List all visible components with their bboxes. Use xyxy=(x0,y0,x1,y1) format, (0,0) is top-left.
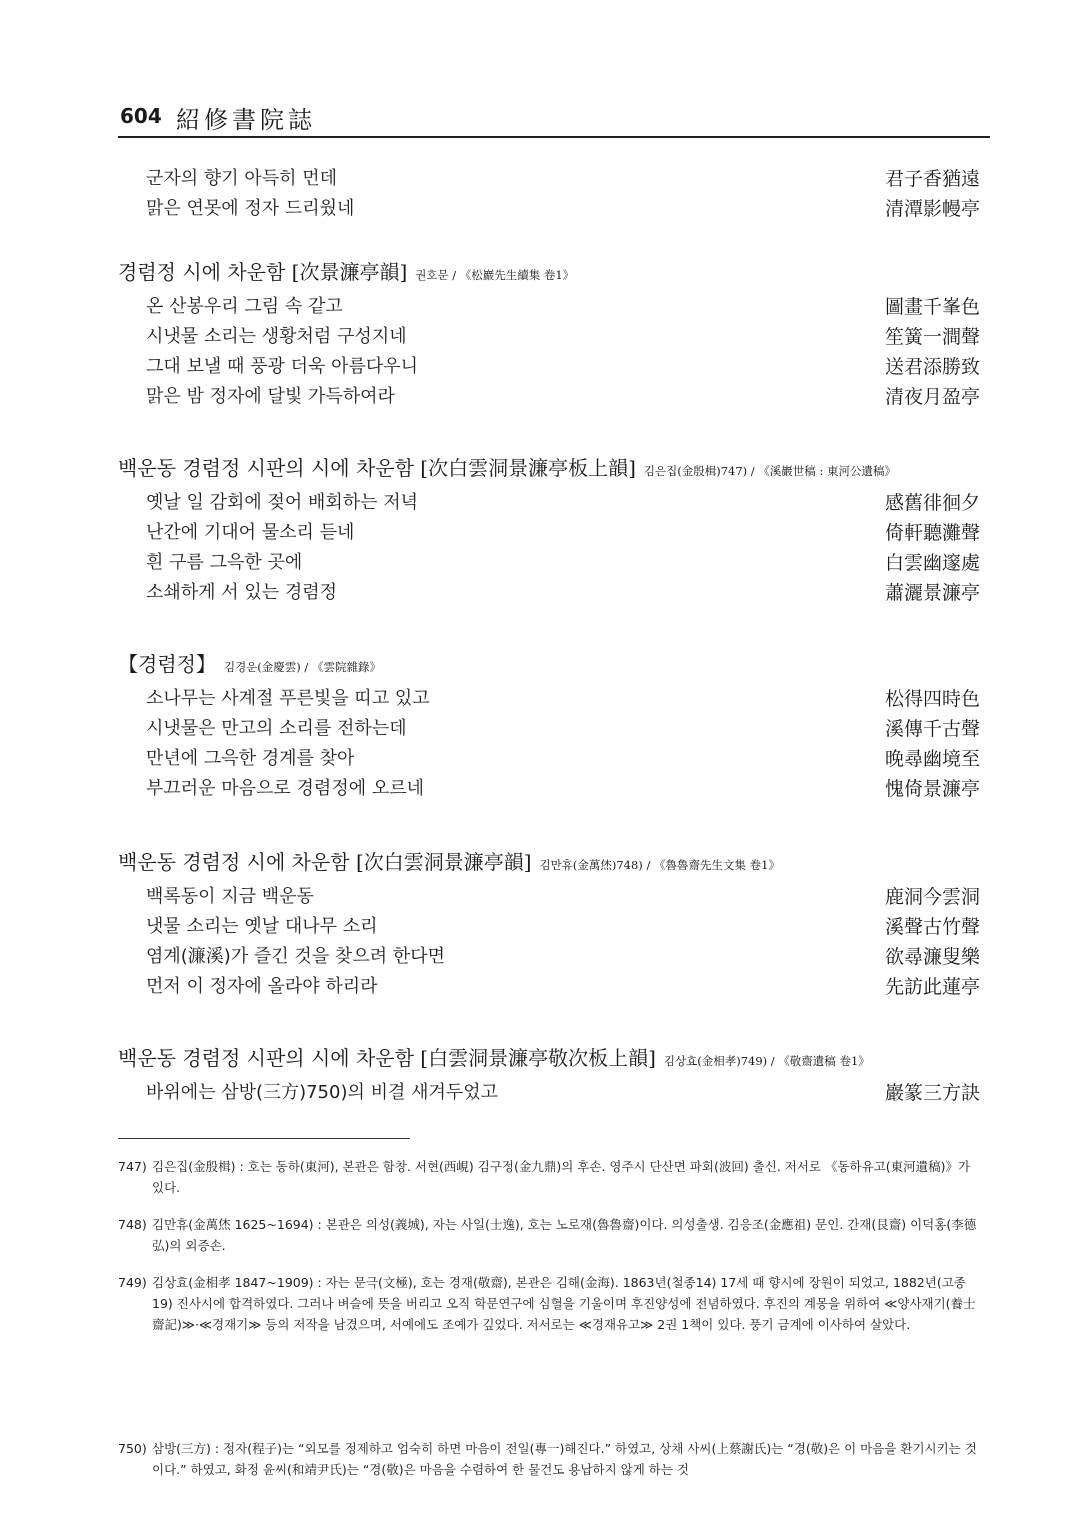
poem-block xyxy=(118,846,980,1000)
hanja-line: 感舊徘徊夕 xyxy=(884,492,980,514)
hanja-line: 送君添勝致 xyxy=(884,356,980,378)
footnote-text: 김은집(金殷楫) : 호는 동하(東河), 본관은 함창. 서현(西峴) 김구정(金九鼎)의 후손. 영주시 단산면 파회(波回) 출신. 저서로 《동하유고(東河遺稿)》가 있다. xyxy=(152,1159,971,1195)
hanja-line: 鹿洞今雲洞 xyxy=(884,886,980,908)
hanja-line: 欲尋濂叟樂 xyxy=(884,946,980,968)
poem-line xyxy=(118,940,980,970)
poem-line xyxy=(118,546,980,576)
poem-line xyxy=(118,910,980,940)
poem-block xyxy=(118,452,980,606)
poem-author-source: 김경운(金慶雲) / 《雲院雜錄》 xyxy=(223,660,381,674)
korean-line: 바위에는 삼방(三方)750)의 비결 새겨두었고 xyxy=(146,1082,499,1103)
footnote xyxy=(118,1156,980,1198)
korean-line: 만년에 그윽한 경계를 찾아 xyxy=(146,748,355,769)
poem-line xyxy=(118,576,980,606)
poem-line xyxy=(118,380,980,410)
poem-heading xyxy=(118,256,980,290)
hanja-line: 愧倚景濂亭 xyxy=(884,778,980,800)
poem-author-source: 김만휴(金萬烋)748) / 《魯魯齋先生文集 卷1》 xyxy=(539,858,780,872)
korean-line: 소나무는 사계절 푸른빛을 띠고 있고 xyxy=(146,688,430,709)
poem-block xyxy=(118,256,980,410)
poem-title: 백운동 경렴정 시판의 시에 차운함 [白雲洞景濂亭敬次板上韻] xyxy=(118,1046,656,1070)
hanja-line: 巖篆三方訣 xyxy=(884,1082,980,1104)
poem-author-source: 김상효(金相孝)749) / 《敬齋遺稿 卷1》 xyxy=(663,1054,870,1068)
korean-line: 군자의 향기 아득히 먼데 xyxy=(146,168,338,189)
footnote-number: 749) xyxy=(118,1275,147,1290)
korean-line: 소쇄하게 서 있는 경렴정 xyxy=(146,582,338,603)
korean-line: 시냇물은 만고의 소리를 전하는데 xyxy=(146,718,407,739)
poem-line xyxy=(118,682,980,712)
korean-line: 부끄러운 마음으로 경렴정에 오르네 xyxy=(146,778,424,799)
poem-title: 경렴정 시에 차운함 [次景濂亭韻] xyxy=(118,260,408,284)
korean-line: 온 산봉우리 그림 속 같고 xyxy=(146,296,343,317)
hanja-line: 清夜月盈亭 xyxy=(884,386,980,408)
poem-line xyxy=(118,516,980,546)
korean-line: 맑은 밤 정자에 달빛 가득하여라 xyxy=(146,386,395,407)
poem-line xyxy=(118,880,980,910)
korean-line: 흰 구름 그윽한 곳에 xyxy=(146,552,303,573)
poem-title: 【경렴정】 xyxy=(118,652,216,676)
hanja-line: 晚尋幽境至 xyxy=(884,748,980,770)
poem-line xyxy=(118,970,980,1000)
poem-line xyxy=(118,320,980,350)
hanja-line: 笙簧一澗聲 xyxy=(884,326,980,348)
footnote-number: 747) xyxy=(118,1159,147,1174)
korean-line: 백록동이 지금 백운동 xyxy=(146,886,314,907)
poem-title: 백운동 경렴정 시에 차운함 [次白雲洞景濂亭韻] xyxy=(118,850,532,874)
poem-line xyxy=(118,162,980,192)
korean-line: 맑은 연못에 정자 드리웠네 xyxy=(146,198,355,219)
footnote xyxy=(118,1214,980,1256)
footnote-text: 김상효(金相孝 1847~1909) : 자는 문극(文極), 호는 경재(敬齋), 본관은 김해(金海). 1863년(철종14) 17세 때 향시에 장원이 되었고, 1882년(고종19) 진사시에 합격하였다. 그러나 벼슬에 뜻을 버리고 오직 학문연구에 심혈을 기울이며 후진양성에 전념하였다. 후진의 계몽을 위하여 ≪양사재기(養士齋記)≫·≪경재기≫ 등의 저작을 남겼으며, 서예에도 조예가 깊었다. 저서로는 ≪경재유고≫ 2권 1책이 있다. 풍기 금계에 이사하여 살았다. xyxy=(152,1275,976,1332)
footnote-number: 748) xyxy=(118,1217,147,1232)
korean-line: 염계(濂溪)가 즐긴 것을 찾으려 한다면 xyxy=(146,946,445,967)
korean-line: 그대 보낼 때 풍광 더욱 아름다우니 xyxy=(146,356,419,377)
page-number: 604 xyxy=(120,104,162,128)
page-header xyxy=(118,100,990,138)
footnote-number: 750) xyxy=(118,1441,147,1456)
poem-line xyxy=(118,486,980,516)
hanja-line: 圖畫千峯色 xyxy=(884,296,980,318)
korean-line: 난간에 기대어 물소리 듣네 xyxy=(146,522,355,543)
footnote xyxy=(118,1438,980,1480)
poem-line xyxy=(118,772,980,802)
poem-line xyxy=(118,742,980,772)
poem-author-source: 김은집(金殷楫)747) / 《溪巖世稿 : 東河公遺稿》 xyxy=(643,464,896,478)
poem-line xyxy=(118,192,980,222)
hanja-line: 蕭灑景濂亭 xyxy=(884,582,980,604)
hanja-line: 松得四時色 xyxy=(884,688,980,710)
footnote xyxy=(118,1272,980,1335)
footnote-divider xyxy=(118,1138,410,1139)
poem-line xyxy=(118,712,980,742)
poem-heading xyxy=(118,452,980,486)
footnote-text: 김만휴(金萬烋 1625~1694) : 본관은 의성(義城), 자는 사일(士逸), 호는 노로재(魯魯齋)이다. 의성출생. 김응조(金應祖) 문인. 간재(艮齋) 이덕홍(李德弘)의 외증손. xyxy=(152,1217,977,1253)
poem-block xyxy=(118,1042,980,1106)
hanja-line: 溪傳千古聲 xyxy=(884,718,980,740)
hanja-line: 清潭影幔亭 xyxy=(884,198,980,220)
poem-line xyxy=(118,290,980,320)
korean-line: 옛날 일 감회에 젖어 배회하는 저녁 xyxy=(146,492,419,513)
poem-title: 백운동 경렴정 시판의 시에 차운함 [次白雲洞景濂亭板上韻] xyxy=(118,456,636,480)
hanja-line: 白雲幽邃處 xyxy=(884,552,980,574)
korean-line: 냇물 소리는 옛날 대나무 소리 xyxy=(146,916,378,937)
poem-line xyxy=(118,350,980,380)
korean-line: 먼저 이 정자에 올라야 하리라 xyxy=(146,976,378,997)
poem-continuation xyxy=(118,162,980,222)
poem-heading xyxy=(118,846,980,880)
book-title: 紹修書院誌 xyxy=(176,106,316,134)
hanja-line: 倚軒聽灘聲 xyxy=(884,522,980,544)
hanja-line: 先訪此蓮亭 xyxy=(884,976,980,998)
poem-heading xyxy=(118,1042,980,1076)
poem-line xyxy=(118,1076,980,1106)
korean-line: 시냇물 소리는 생황처럼 구성지네 xyxy=(146,326,407,347)
hanja-line: 君子香猶遠 xyxy=(884,168,980,190)
poem-block xyxy=(118,648,980,802)
footnote-text: 삼방(三方) : 정자(程子)는 “외모를 정제하고 엄숙히 하면 마음이 전일(專一)해진다.” 하였고, 상채 사씨(上蔡謝氏)는 “경(敬)은 이 마음을 환기시키는 것이다.” 하였고, 화정 윤씨(和靖尹氏)는 “경(敬)은 마음을 수렴하여 한 물건도 용납하지 않게 하는 것 xyxy=(152,1441,977,1477)
poem-author-source: 권호문 / 《松巖先生續集 卷1》 xyxy=(415,268,575,282)
hanja-line: 溪聲古竹聲 xyxy=(884,916,980,938)
poem-heading xyxy=(118,648,980,682)
